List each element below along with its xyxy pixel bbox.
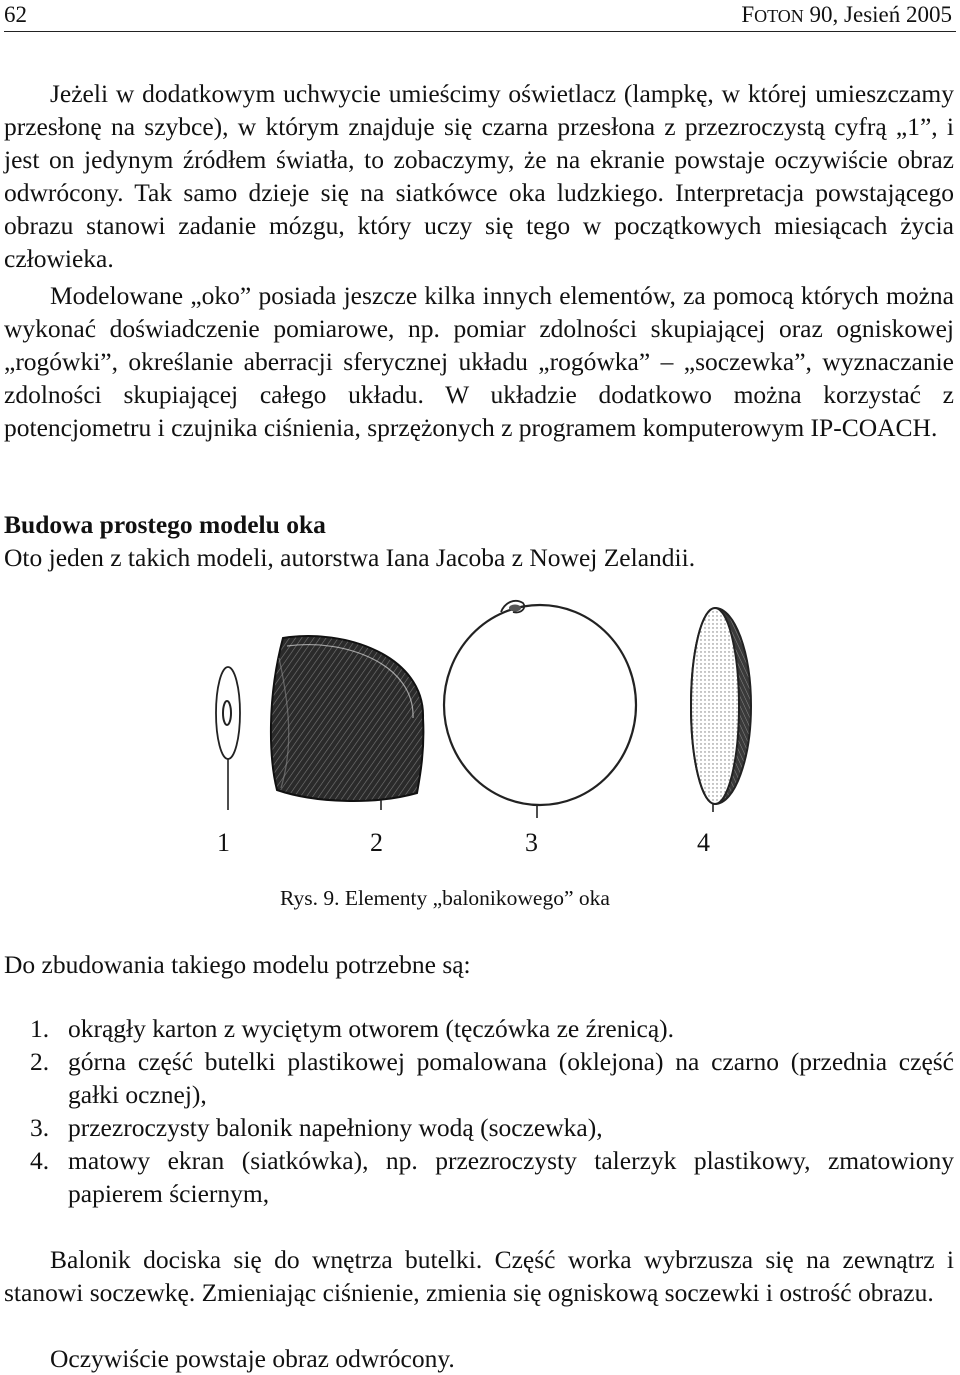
materials-list (4, 1012, 954, 1210)
figure-label-3: 3 (525, 828, 538, 857)
header-rule (4, 31, 956, 32)
figure-label-2: 2 (370, 828, 383, 857)
paragraph-3: Balonik dociska się do wnętrza butelki. Część worka wybrzusza się na zewnątrz i stanowi soczewkę. Zmieniając ciśnienie, zmienia się ogniskową soczewki i ostrość obrazu. (4, 1245, 954, 1307)
running-header (4, 0, 956, 30)
list-item (4, 1012, 954, 1045)
page-number: 62 (4, 2, 27, 27)
list-item (4, 1111, 954, 1144)
eye-model-figure (195, 598, 755, 870)
figure-caption: Rys. 9. Elementy „balonikowego” oka (280, 886, 610, 910)
issue-info: 90, Jesień 2005 (803, 2, 952, 27)
figure-drawing (195, 598, 755, 870)
paragraph-4: Oczywiście powstaje obraz odwrócony. (50, 1344, 455, 1373)
balloon (444, 601, 636, 818)
journal-issue (741, 0, 952, 31)
list-item (4, 1144, 954, 1210)
figure-label-1: 1 (217, 828, 230, 857)
figure-label-4: 4 (697, 828, 710, 857)
list-item-text: okrągły karton z wyciętym otworem (tęczówka ze źrenicą). (68, 1014, 675, 1043)
matte-screen (691, 608, 751, 812)
journal-smallcaps: OTON (754, 6, 804, 26)
section-intro: Oto jeden z takich modeli, autorstwa Iana Jacoba z Nowej Zelandii. (4, 543, 696, 572)
list-item-number: 3. (30, 1113, 50, 1142)
list-item-text: przezroczysty balonik napełniony wodą (soczewka), (68, 1113, 603, 1142)
paragraph-1: Jeżeli w dodatkowym uchwycie umieścimy oświetlacz (lampkę, w której umieszczamy przesłonę na szybce), w którym znajduje się czarna przesłona z przezroczystą cyfrą „1”, i jest on jedynym źródłem światła, to zobaczymy, że na ekranie powstaje oczywiście obraz odwrócony. Tak samo dzieje się na siatkówce oka ludzkiego. Interpretacja powstającego obrazu stanowi zadanie mózgu, który uczy się tego w początkowych miesiącach życia człowieka. (4, 79, 954, 273)
list-lead: Do zbudowania takiego modelu potrzebne są: (4, 950, 471, 979)
list-item (4, 1045, 954, 1111)
list-item-text: górna część butelki plastikowej pomalowana (oklejona) na czarno (przednia część gałki ocznej), (68, 1047, 954, 1109)
list-item-text: matowy ekran (siatkówka), np. przezroczysty talerzyk plastikowy, zmatowiony papierem ściernym, (68, 1146, 954, 1208)
paragraph-2: Modelowane „oko” posiada jeszcze kilka innych elementów, za pomocą których można wykonać doświadczenie pomiarowe, np. pomiar zdolności skupiającej oraz ogniskowej „rogówki”, określanie aberracji sferycznej układu „rogówka” – „soczewka”, wyznaczanie zdolności skupiającej całego układu. W układzie dodatkowo można korzystać z potencjometru i czujnika ciśnienia, sprzężonych z programem komputerowym IP-COACH. (4, 281, 954, 442)
list-item-number: 4. (30, 1146, 50, 1175)
list-item-number: 1. (30, 1014, 50, 1043)
journal-initial: F (741, 2, 755, 27)
section-title: Budowa prostego modelu oka (4, 510, 326, 539)
list-item-number: 2. (30, 1047, 50, 1076)
iris-card (216, 667, 240, 810)
bottle-top (271, 636, 423, 810)
